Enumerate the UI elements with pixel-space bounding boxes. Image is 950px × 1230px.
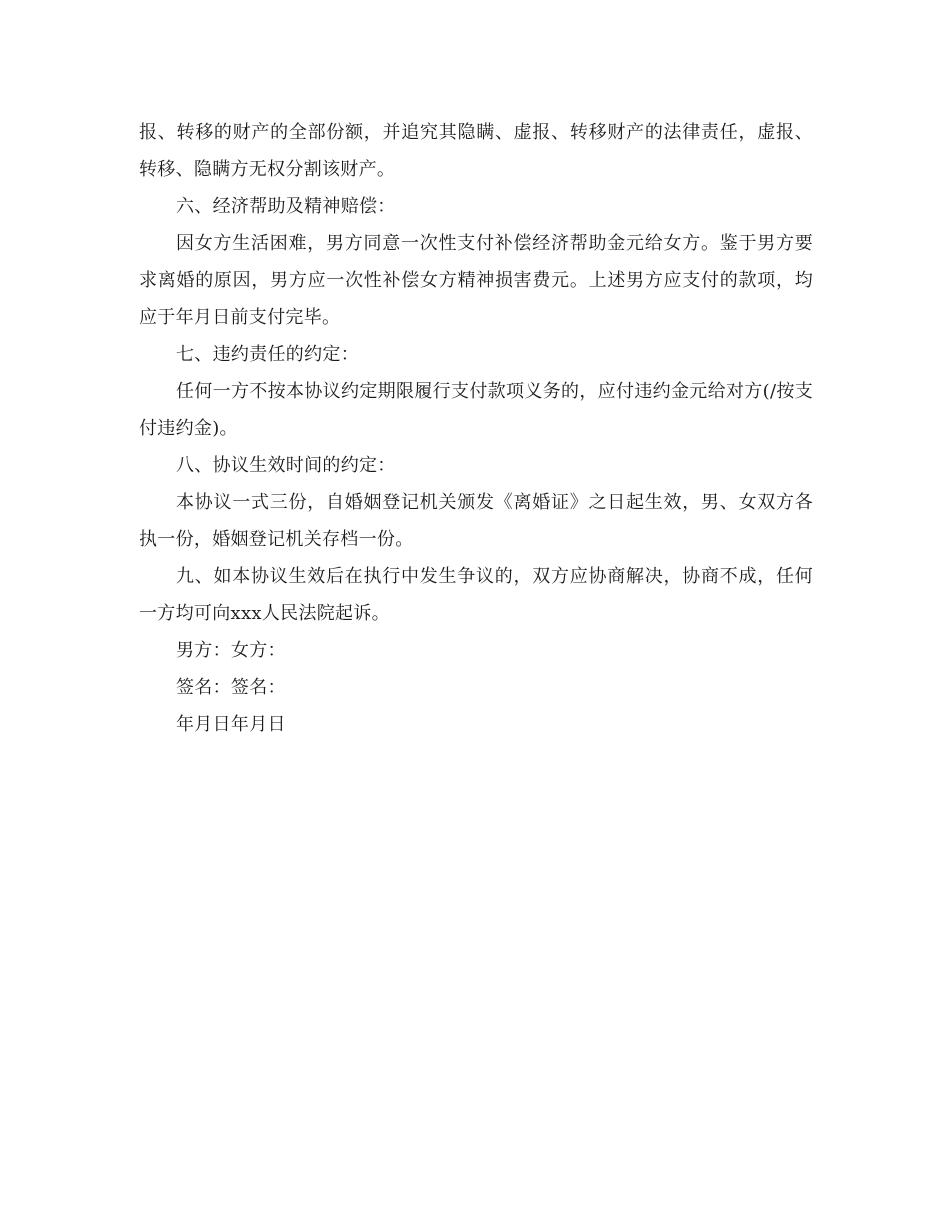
paragraph-dispute-resolution: 九、如本协议生效后在执行中发生争议的，双方应协商解决，协商不成，任何一方均可向xxx人民法院起诉。 (139, 566, 813, 624)
paragraph-breach-liability: 任何一方不按本协议约定期限履行支付款项义务的，应付违约金元给对方(/按支付违约金)。 (139, 381, 813, 439)
signature-sign-line: 签名：签名： (176, 677, 286, 698)
section-heading-economic-aid: 六、经济帮助及精神赔偿： (176, 196, 396, 217)
section-heading-breach-liability: 七、违约责任的约定： (176, 344, 359, 365)
signature-parties-line: 男方：女方： (176, 640, 286, 661)
paragraph-effective-time: 本协议一式三份，自婚姻登记机关颁发《离婚证》之日起生效，男、女双方各执一份，婚姻登记机关存档一份。 (139, 492, 813, 550)
paragraph-continuation: 报、转移的财产的全部份额，并追究其隐瞒、虚报、转移财产的法律责任，虚报、转移、隐瞒方无权分割该财产。 (139, 122, 813, 180)
signature-date-line: 年月日年月日 (176, 714, 286, 735)
paragraph-economic-aid: 因女方生活困难，男方同意一次性支付补偿经济帮助金元给女方。鉴于男方要求离婚的原因，男方应一次性补偿女方精神损害费元。上述男方应支付的款项，均应于年月日前支付完毕。 (139, 233, 813, 328)
document-body (139, 114, 813, 743)
section-heading-effective-time: 八、协议生效时间的约定： (176, 455, 396, 476)
